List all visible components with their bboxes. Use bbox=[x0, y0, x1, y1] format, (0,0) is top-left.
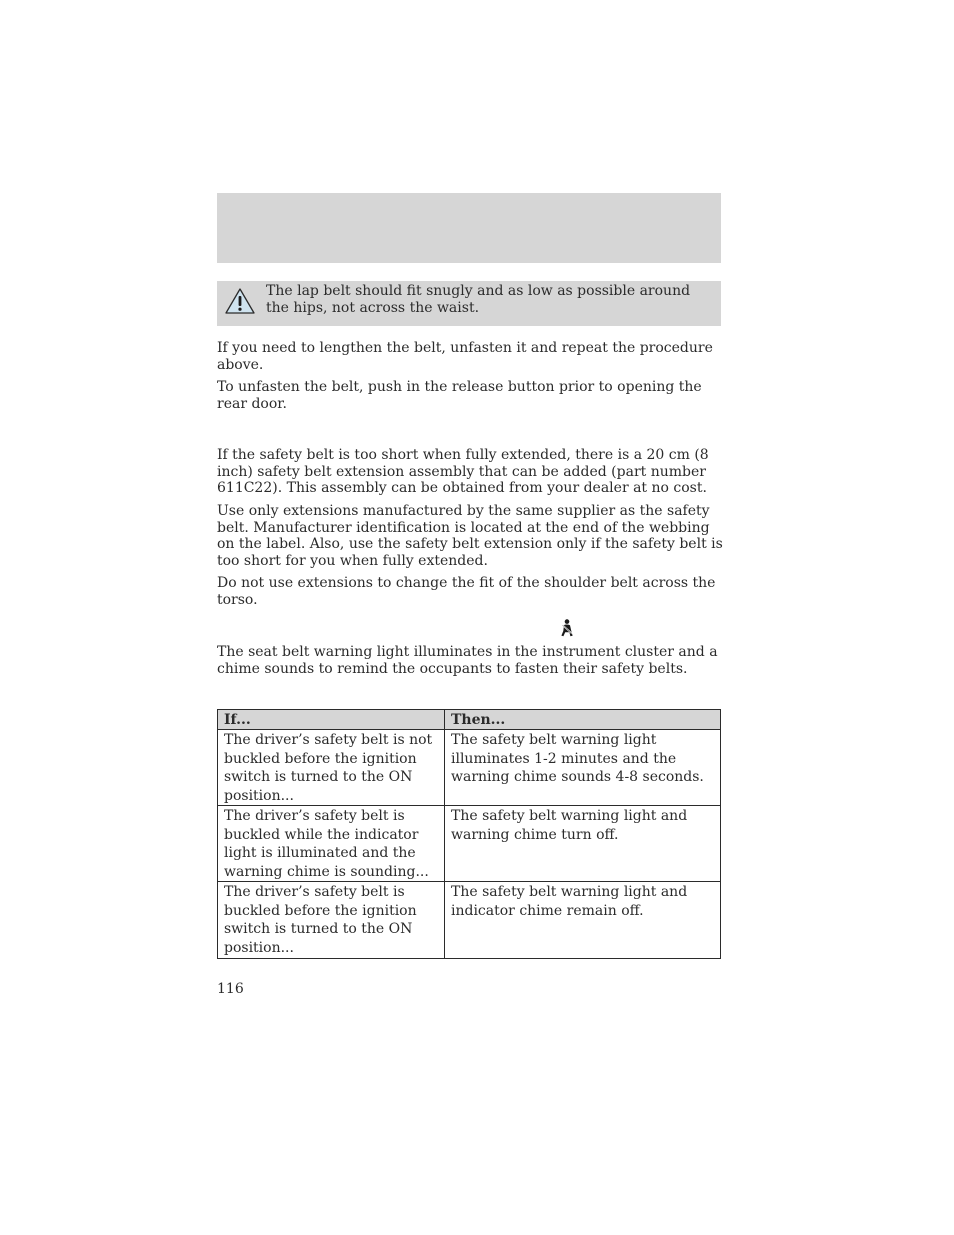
table-cell-if: The driver’s safety belt is buckled before the ignition switch is turned to the ON position... bbox=[218, 882, 445, 959]
table-header-if: If... bbox=[218, 710, 445, 730]
paragraph-extension-supplier: Use only extensions manufactured by the same supplier as the safety belt. Manufacturer identification is located at the end of the webbing on the label. Also, use the safety belt extension only if the safety belt is too short for you when fully extended. bbox=[217, 503, 723, 569]
safety-belt-warning-table bbox=[217, 709, 721, 959]
table-cell-then: The safety belt warning light and warning chime turn off. bbox=[445, 806, 721, 882]
table-cell-then: The safety belt warning light illuminates 1-2 minutes and the warning chime sounds 4-8 seconds. bbox=[445, 730, 721, 806]
warning-triangle-icon bbox=[224, 287, 256, 315]
table-cell-then: The safety belt warning light and indicator chime remain off. bbox=[445, 882, 721, 959]
table-row bbox=[218, 806, 721, 882]
warning-text: The lap belt should fit snugly and as low as possible around the hips, not across the waist. bbox=[266, 283, 691, 316]
warning-callout bbox=[217, 281, 721, 326]
section-header-band bbox=[217, 193, 721, 263]
table-row bbox=[218, 730, 721, 806]
paragraph-lengthen-belt: If you need to lengthen the belt, unfasten it and repeat the procedure above. bbox=[217, 340, 713, 373]
table-cell-if: The driver’s safety belt is not buckled before the ignition switch is turned to the ON position... bbox=[218, 730, 445, 806]
paragraph-unfasten-belt: To unfasten the belt, push in the release button prior to opening the rear door. bbox=[217, 379, 702, 412]
paragraph-extension-fit: Do not use extensions to change the fit of the shoulder belt across the torso. bbox=[217, 575, 716, 608]
paragraph-warning-light: The seat belt warning light illuminates in the instrument cluster and a chime sounds to remind the occupants to fasten their safety belts. bbox=[217, 644, 718, 677]
paragraph-extension-assembly: If the safety belt is too short when fully extended, there is a 20 cm (8 inch) safety belt extension assembly that can be added (part number 611C22). This assembly can be obtained from your dealer at no cost. bbox=[217, 447, 709, 496]
table-row bbox=[218, 882, 721, 959]
table-header-then: Then... bbox=[445, 710, 721, 730]
table-header-row bbox=[218, 710, 721, 730]
page-number: 116 bbox=[217, 981, 244, 997]
table-cell-if: The driver’s safety belt is buckled while the indicator light is illuminated and the warning chime is sounding... bbox=[218, 806, 445, 882]
seatbelt-warning-icon bbox=[560, 619, 575, 637]
